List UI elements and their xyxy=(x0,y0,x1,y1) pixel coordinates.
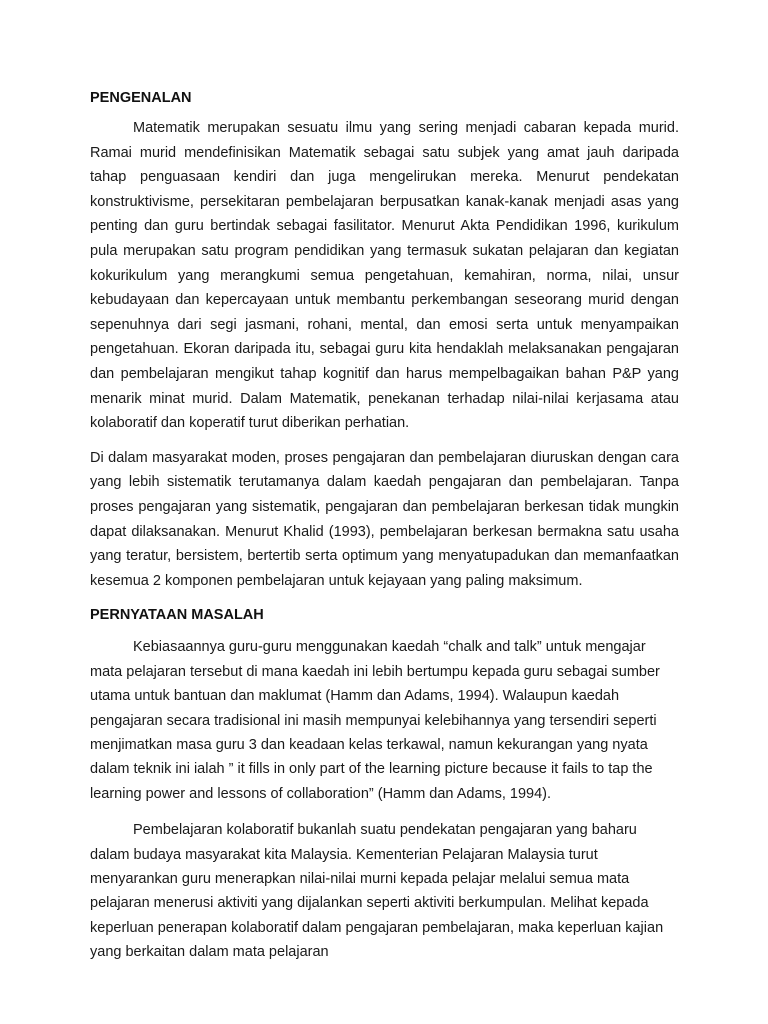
paragraph-pernyataan-masalah-1: Kebiasaannya guru-guru menggunakan kaedah “chalk and talk” untuk mengajar mata pelajaran tersebut di mana kaedah ini lebih bertumpu kepada guru sebagai sumber utama untuk bantuan dan maklumat (Hamm dan Adams, 1994). Walaupun kaedah pengajaran secara tradisional ini masih mempunyai kelebihannya yang tersendiri seperti menjimatkan masa guru 3 dan keadaan kelas terkawal, namun kekurangan yang nyata dalam teknik ini ialah ” it fills in only part of the learning picture because it fails to tap the learning power and lessons of collaboration” (Hamm dan Adams, 1994). xyxy=(90,639,660,802)
section-heading-pengenalan: PENGENALAN xyxy=(90,90,192,106)
paragraph-pengenalan-2: Di dalam masyarakat moden, proses pengajaran dan pembelajaran diuruskan dengan cara yang lebih sistematik terutamanya dalam kaedah pengajaran dan pembelajaran. Tanpa proses pengajaran yang sistematik, pengajaran dan pembelajaran berkesan tidak mungkin dapat dilaksanakan. Menurut Khalid (1993), pembelajaran berkesan bermakna satu usaha yang teratur, bersistem, bertertib serta optimum yang menyatupadukan dan memanfaatkan kesemua 2 komponen pembelajaran untuk kejayaan yang paling maksimum. xyxy=(90,449,679,589)
paragraph-pernyataan-masalah-2: Pembelajaran kolaboratif bukanlah suatu pendekatan pengajaran yang baharu dalam budaya masyarakat kita Malaysia. Kementerian Pelajaran Malaysia turut menyarankan guru menerapkan nilai-nilai murni kepada pelajar melalui semua mata pelajaran menerusi aktiviti yang dijalankan seperti aktiviti berkumpulan. Melihat kepada keperluan penerapan kolaboratif dalam pengajaran pembelajaran, maka keperluan kajian yang berkaitan dalam mata pelajaran xyxy=(90,822,664,961)
document-body xyxy=(90,88,679,965)
paragraph-pengenalan-1: Matematik merupakan sesuatu ilmu yang sering menjadi cabaran kepada murid. Ramai murid mendefinisikan Matematik sebagai satu subjek yang amat jauh daripada tahap penguasaan kendiri dan juga mengelirukan mereka. Menurut pendekatan konstruktivisme, persekitaran pembelajaran berpusatkan kanak-kanak menjadi asas yang penting dan guru bertindak sebagai fasilitator. Menurut Akta Pendidikan 1996, kurikulum pula merupakan satu program pendidikan yang termasuk sukatan pelajaran dan kegiatan kokurikulum yang merangkumi semua pengetahuan, kemahiran, norma, nilai, unsur kebudayaan dan kepercayaan untuk membantu perkembangan seseorang murid dengan sepenuhnya dari segi jasmani, rohani, mental, dan emosi serta untuk menyampaikan pengetahuan. Ekoran daripada itu, sebagai guru kita hendaklah melaksanakan pengajaran dan pembelajaran mengikut tahap kognitif dan harus mempelbagaikan bahan P&P yang menarik minat murid. Dalam Matematik, penekanan terhadap nilai-nilai kerjasama atau kolaboratif dan koperatif turut diberikan perhatian. xyxy=(90,120,679,432)
section-heading-pernyataan-masalah: PERNYATAAN MASALAH xyxy=(90,607,264,624)
